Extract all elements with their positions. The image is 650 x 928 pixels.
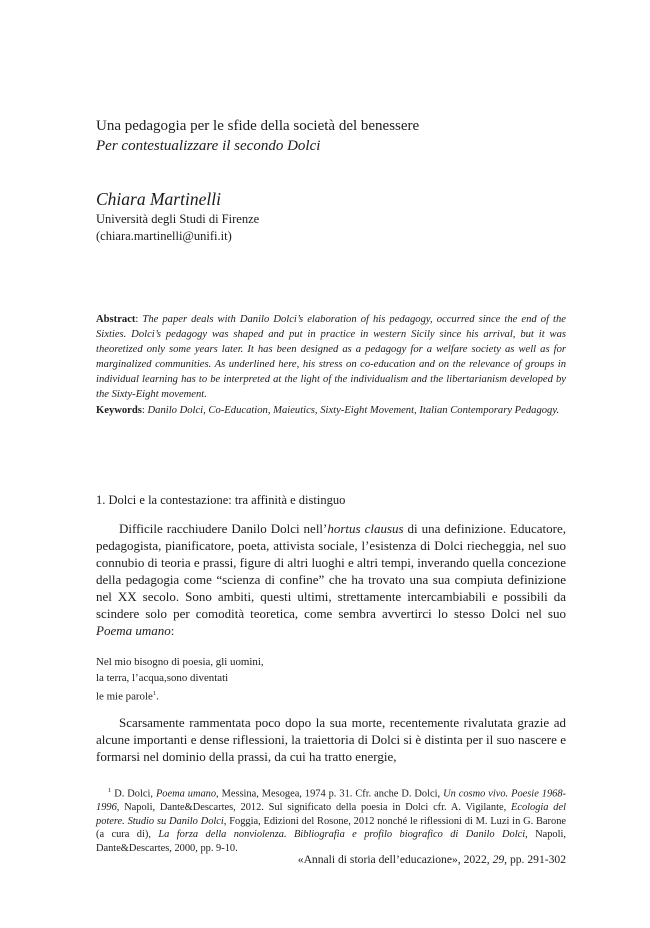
- body-text: Difficile racchiudere Danilo Dolci nell’: [119, 521, 328, 536]
- article-subtitle: Per contestualizzare il secondo Dolci: [96, 138, 321, 154]
- footnote-ref[interactable]: 1: [152, 690, 157, 697]
- keywords-paragraph: Keywords: Danilo Dolci, Co-Education, Maieutics, Sixty-Eight Movement, Italian Contemporary Pedagogy.: [96, 405, 560, 416]
- body-text: :: [170, 623, 175, 638]
- footnote-emphasis: Ecologia del potere. Studio su Danilo Dolci: [96, 802, 566, 827]
- author-affiliation: Università degli Studi di Firenze: [96, 212, 260, 226]
- footnote-emphasis: La forza della nonviolenza. Bibliografia e profilo biografico di Danilo Dolci: [158, 829, 526, 841]
- section-heading: 1. Dolci e la contestazione: tra affinità e distinguo: [96, 493, 346, 507]
- footnote-1: [96, 784, 566, 855]
- footnote-text: , Foggia, Edizioni del Rosone, 2012 nonché le riflessioni di M. Luzi in G. Barone (a cura di),: [96, 815, 567, 841]
- body-text: Scarsamente rammentata poco dopo la sua morte, recentemente rivalutata grazie ad alcune importanti e dense riflessioni, la traiettoria di Dolci si è distinta per il suo nascere e formarsi nel dominio della prassi, da cui ha tratto energie,: [96, 715, 566, 764]
- footnote-mark: 1: [108, 787, 112, 794]
- footnote-text: , Napoli, Dante&Descartes, 2000, pp. 9-10.: [96, 829, 567, 854]
- footer-volume: 29: [492, 853, 505, 866]
- author-email: (chiara.martinelli@unifi.it): [96, 229, 232, 243]
- keywords-label: Keywords: [96, 405, 142, 416]
- body-paragraph-1: [96, 520, 566, 639]
- footnote-text: , Napoli, Dante&Descartes, 2012. Sul significato della poesia in Dolci cfr. A. Vigilante,: [116, 802, 511, 814]
- verse-line: le mie parole$^1$.: [96, 690, 159, 703]
- footer-text: , pp. 291-302: [504, 853, 566, 866]
- abstract-label: Abstract: [96, 314, 136, 325]
- author-name: Chiara Martinelli: [96, 189, 221, 209]
- verse-line: Nel mio bisogno di poesia, gli uomini,: [96, 656, 264, 668]
- author-block: [96, 188, 566, 244]
- abstract-block: [96, 312, 566, 418]
- keywords-text: Danilo Dolci, Co-Education, Maieutics, Sixty-Eight Movement, Italian Contemporary Pedagogy.: [147, 405, 560, 416]
- journal-citation-footer: [96, 852, 566, 867]
- abstract-text: The paper deals with Danilo Dolci’s elaboration of his pedagogy, occurred since the end of the Sixties. Dolci’s pedagogy was shaped and put in practice in western Sicily since his arrival, but it was theoretized only some years later. It has been designed as a pedagogy for a welfare society as well as for marginalized communities. As underlined here, his stress on co-education and on the relevance of groups in individual learning has to be interpreted at the light of the individualism and the libertarianism developed by the Sixty-Eight movement.: [96, 314, 567, 400]
- body-emphasis: hortus clausus: [327, 521, 404, 536]
- verse-line: la terra, l’acqua,sono diventati: [96, 671, 229, 684]
- verse-text: le mie parole: [96, 690, 153, 703]
- footnote-emphasis: Poema umano: [155, 788, 217, 800]
- abstract-paragraph: Abstract: The paper deals with Danilo Dolci’s elaboration of his pedagogy, occurred since the end of the Sixties. Dolci’s pedagogy was shaped and put in practice in western Sicily since his arrival, but it was theoretized only some years later. It has been designed as a pedagogy for a welfare society as well as for marginalized communities. As underlined here, his stress on co-education and on the relevance of groups in individual learning has to be interpreted at the light of the individualism and the libertarianism developed by the Sixty-Eight movement.: [96, 314, 567, 400]
- footnote-text: D. Dolci,: [111, 788, 156, 800]
- verse-quote: [96, 655, 566, 705]
- footnote-emphasis: Un cosmo vivo. Poesie 1968-1996: [96, 788, 567, 814]
- body-paragraph-2: [96, 714, 566, 765]
- footnote-text: , Messina, Mesogea, 1974 p. 31. Cfr. anche D. Dolci,: [216, 788, 444, 800]
- body-text: di una definizione. Educatore, pedagogista, pianificatore, poeta, attivista sociale, l’esistenza di Dolci riecheggia, nel suo connubio di teoria e prassi, figure di altri luoghi e altri tempi, inverando quella concezione della pedagogia come “scienza di confine” che ha trovato una sua compiuta definizione nel XX secolo. Sono ambiti, questi ultimi, strettamente intercambiabili e possibili da scindere solo per comodità teoretica, come sembra avvertirci lo stesso Dolci nel suo: [96, 521, 567, 621]
- footer-text: «Annali di storia dell’educazione», 2022,: [297, 853, 493, 866]
- article-title-block: [96, 116, 566, 156]
- article-title: Una pedagogia per le sfide della società del benessere: [96, 118, 420, 134]
- body-emphasis: Poema umano: [96, 623, 171, 638]
